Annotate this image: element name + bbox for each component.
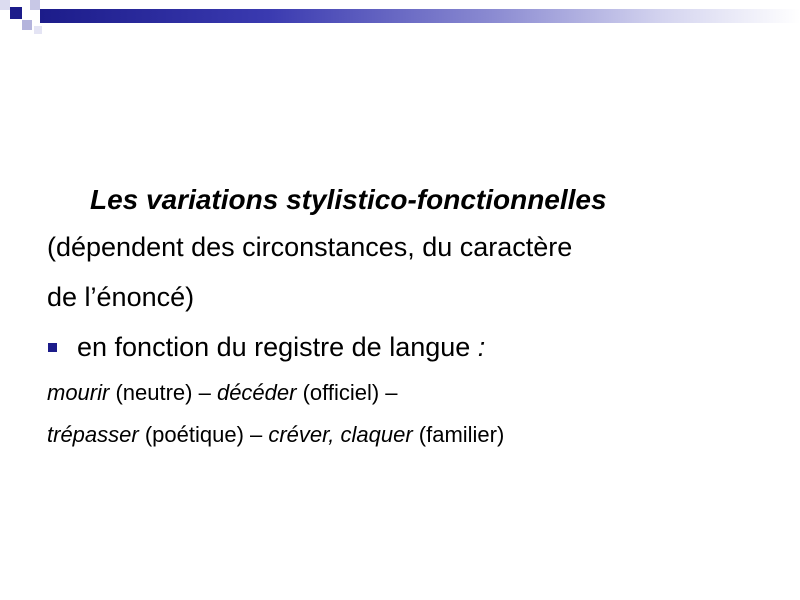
example-text: (familier) (412, 422, 505, 447)
example-text: (poétique) – (138, 422, 269, 447)
description-line-1: (dépendent des circonstances, du caractère (47, 232, 573, 262)
bullet-colon: : (477, 332, 486, 362)
decor-square (34, 26, 42, 34)
bullet-label: en fonction du registre de langue (77, 332, 478, 362)
bullet-item (47, 322, 767, 372)
example-text: (officiel) – (296, 380, 398, 405)
example-line-1 (47, 372, 767, 414)
example-word-deceder: décéder (216, 380, 297, 405)
bullet-text (77, 322, 485, 372)
header-gradient-band (40, 9, 800, 23)
description-line-2: de l’énoncé) (47, 282, 195, 312)
decor-square (10, 7, 22, 19)
decor-square (22, 20, 32, 30)
example-text: (neutre) – (109, 380, 217, 405)
square-bullet-icon (48, 343, 57, 352)
example-line-2 (47, 414, 767, 456)
example-word-trepasser: trépasser (47, 422, 139, 447)
slide-title: Les variations stylistico-fonctionnelles (90, 184, 607, 215)
decor-square (30, 0, 40, 10)
example-word-mourir: mourir (47, 380, 110, 405)
slide-body (47, 178, 767, 456)
decor-square (0, 0, 10, 10)
example-word-crever-claquer: créver, claquer (268, 422, 413, 447)
